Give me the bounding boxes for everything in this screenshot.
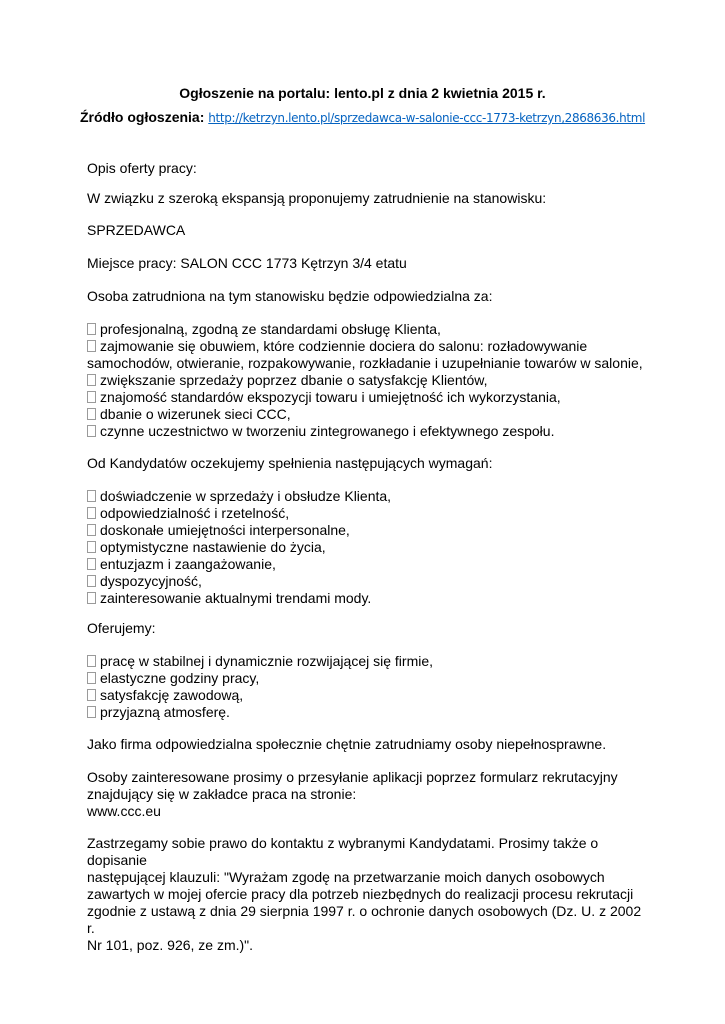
work-location: Miejsce pracy: SALON CCC 1773 Kętrzyn 3/4 etatu (87, 255, 407, 271)
list-item: dyspozycyjność, (87, 573, 647, 590)
checkbox-glyph-icon (87, 672, 96, 684)
text-line: Zastrzegamy sobie prawo do kontaktu z wybranymi Kandydatami. Prosimy także o dopisanie (87, 835, 599, 868)
list-item: optymistyczne nastawienie do życia, (87, 539, 647, 556)
privacy-clause (87, 835, 647, 954)
checkbox-glyph-icon (87, 490, 96, 502)
source-line (0, 108, 725, 127)
text-line: znajdujący się w zakładce praca na stronie: (87, 786, 357, 802)
checkbox-glyph-icon (87, 541, 96, 553)
text-line: Osoby zainteresowane prosimy o przesyłanie aplikacji poprzez formularz rekrutacyjny (87, 769, 618, 785)
application-instructions (87, 769, 647, 820)
disability-statement: Jako firma odpowiedzialna społecznie chętnie zatrudniamy osoby niepełnosprawne. (87, 736, 607, 752)
list-item: pracę w stabilnej i dynamicznie rozwijającej się firmie, (87, 653, 647, 670)
checkbox-glyph-icon (87, 425, 96, 437)
checkbox-glyph-icon (87, 655, 96, 667)
source-label: Źródło ogłoszenia: (79, 109, 205, 125)
list-item: przyjazną atmosferę. (87, 704, 647, 721)
list-item: doświadczenie w sprzedaży i obsłudze Klienta, (87, 488, 647, 505)
list-item: zwiększanie sprzedaży poprzez dbanie o satysfakcję Klientów, (87, 372, 647, 389)
list-item: zajmowanie się obuwiem, które codziennie dociera do salonu: rozładowywanie samochodów, otwieranie, rozpakowywanie, rozkładanie i uzupełnianie towarów w salonie, (87, 338, 643, 371)
requirements-heading: Od Kandydatów oczekujemy spełnienia następujących wymagań: (87, 455, 493, 471)
checkbox-glyph-icon (87, 592, 96, 604)
list-item: odpowiedzialność i rzetelność, (87, 505, 647, 522)
source-url-link[interactable]: http://ketrzyn.lento.pl/sprzedawca-w-salonie-ccc-1773-ketrzyn,2868636.html (208, 111, 646, 125)
list-item: czynne uczestnictwo w tworzeniu zintegrowanego i efektywnego zespołu. (87, 423, 647, 440)
responsibilities-list (87, 321, 647, 440)
checkbox-glyph-icon (87, 524, 96, 536)
responsibilities-heading: Osoba zatrudniona na tym stanowisku będzie odpowiedzialna za: (87, 288, 493, 304)
checkbox-glyph-icon (87, 507, 96, 519)
checkbox-glyph-icon (87, 391, 96, 403)
list-item: zainteresowanie aktualnymi trendami mody. (87, 590, 647, 607)
list-item: dbanie o wizerunek sieci CCC, (87, 406, 647, 423)
position-title: SPRZEDAWCA (87, 222, 186, 238)
offer-description-heading: Opis oferty pracy: (87, 160, 197, 176)
list-item: entuzjazm i zaangażowanie, (87, 556, 647, 573)
checkbox-glyph-icon (87, 408, 96, 420)
intro-sentence: W związku z szeroką ekspansją proponujemy zatrudnienie na stanowisku: (87, 190, 547, 206)
offer-list (87, 653, 647, 721)
website-text: www.ccc.eu (87, 803, 161, 819)
list-item: znajomość standardów ekspozycji towaru i umiejętność ich wykorzystania, (87, 389, 647, 406)
checkbox-glyph-icon (87, 340, 96, 352)
document-title: Ogłoszenie na portalu: lento.pl z dnia 2 kwietnia 2015 r. (179, 85, 546, 101)
requirements-list (87, 488, 647, 607)
text-line: Nr 101, poz. 926, ze zm.)". (87, 937, 254, 953)
checkbox-glyph-icon (87, 706, 96, 718)
list-item: doskonałe umiejętności interpersonalne, (87, 522, 647, 539)
checkbox-glyph-icon (87, 323, 96, 335)
checkbox-glyph-icon (87, 558, 96, 570)
text-line: zgodnie z ustawą z dnia 29 sierpnia 1997 r. o ochronie danych osobowych (Dz. U. z 2002 r. (87, 903, 642, 936)
checkbox-glyph-icon (87, 575, 96, 587)
checkbox-glyph-icon (87, 689, 96, 701)
offer-heading: Oferujemy: (87, 620, 156, 636)
text-line: zawartych w mojej ofercie pracy dla potrzeb niezbędnych do realizacji procesu rekrutacji (87, 886, 634, 902)
list-item: profesjonalną, zgodną ze standardami obsługę Klienta, (87, 321, 647, 338)
checkbox-glyph-icon (87, 374, 96, 386)
list-item: satysfakcję zawodową, (87, 687, 647, 704)
list-item: elastyczne godziny pracy, (87, 670, 647, 687)
text-line: następującej klauzuli: "Wyrażam zgodę na przetwarzanie moich danych osobowych (87, 869, 605, 885)
